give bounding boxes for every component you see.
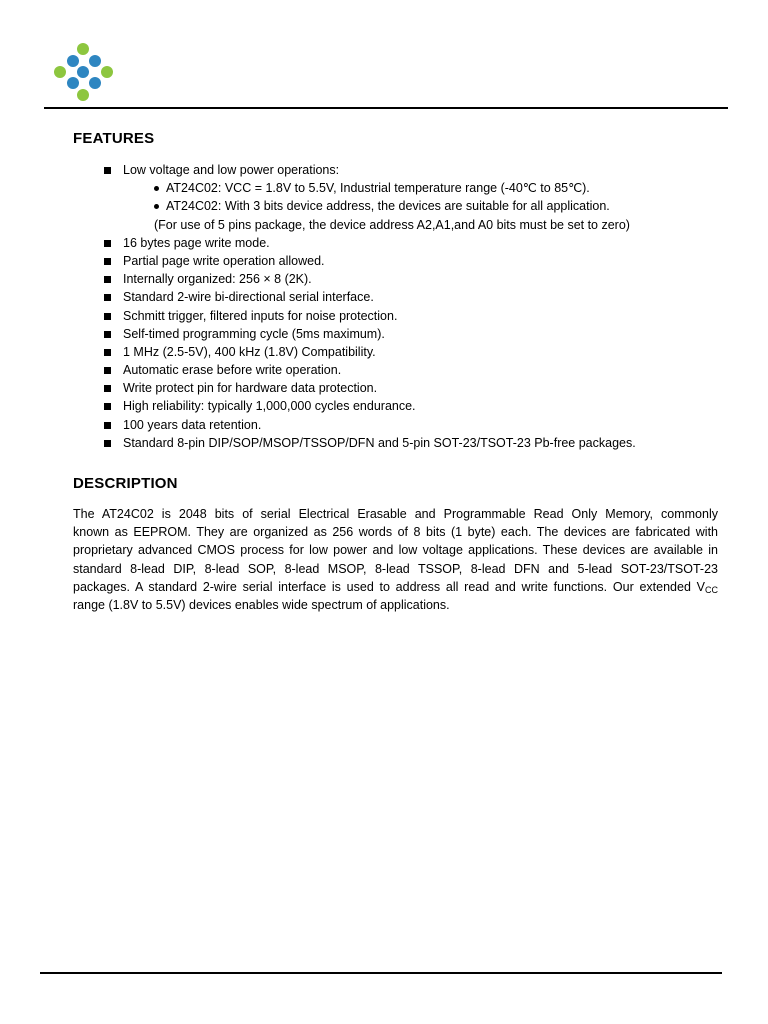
square-bullet-icon [104,167,111,174]
square-bullet-icon [104,385,111,392]
square-bullet-icon [104,294,111,301]
description-heading: DESCRIPTION [73,475,178,492]
list-item: Write protect pin for hardware data protection. [0,379,768,397]
list-item: Schmitt trigger, filtered inputs for noise protection. [0,307,768,325]
list-item: Low voltage and low power operations: [0,161,768,179]
square-bullet-icon [104,276,111,283]
list-item: 1 MHz (2.5-5V), 400 kHz (1.8V) Compatibility. [0,343,768,361]
list-item: Partial page write operation allowed. [0,252,768,270]
header-rule [44,107,728,109]
square-bullet-icon [104,313,111,320]
description-line: The AT24C02 is 2048 bits of serial Electrical Erasable and Programmable Read Only Memory, commonly [73,507,718,521]
description-paragraph [73,505,718,614]
square-bullet-icon [104,240,111,247]
description-line: standard 8-lead DIP, 8-lead SOP, 8-lead MSOP, 8-lead TSSOP, 8-lead DFN and 5-lead SOT-23/TSOT-23 [73,561,718,576]
description-line: known as EEPROM. They are organized as 256 words of 8 bits (1 byte) each. The devices are fabricated with [73,525,718,540]
features-heading: FEATURES [73,130,155,147]
sub-list-item: AT24C02: VCC = 1.8V to 5.5V, Industrial temperature range (-40℃ to 85℃). [0,179,768,197]
description-line: proprietary advanced CMOS process for low power and low voltage applications. These devices are available in [73,543,718,558]
features-list [0,161,768,452]
list-item: 16 bytes page write mode. [0,234,768,252]
sub-list-item: AT24C02: With 3 bits device address, the devices are suitable for all application. [0,197,768,215]
round-bullet-icon [154,186,159,191]
company-logo [52,42,116,102]
square-bullet-icon [104,403,111,410]
square-bullet-icon [104,367,111,374]
description-line: packages. A standard 2-wire serial interface is used to address all read and write functions. Our extended $V_{CC}$ [73,579,718,595]
list-item: 100 years data retention. [0,416,768,434]
vcc-subscript: CC [705,584,718,595]
list-item: Standard 8-pin DIP/SOP/MSOP/TSSOP/DFN and 5-pin SOT-23/TSOT-23 Pb-free packages. [0,434,768,452]
list-item: Internally organized: 256 × 8 (2K). [0,270,768,288]
list-item: High reliability: typically 1,000,000 cycles endurance. [0,397,768,415]
list-item: Automatic erase before write operation. [0,361,768,379]
square-bullet-icon [104,440,111,447]
round-bullet-icon [154,204,159,209]
list-item: Standard 2-wire bi-directional serial interface. [0,288,768,306]
footer-rule [40,972,722,974]
square-bullet-icon [104,349,111,356]
square-bullet-icon [104,422,111,429]
list-item: Self-timed programming cycle (5ms maximum). [0,325,768,343]
sub-list-note: (For use of 5 pins package, the device address A2,A1,and A0 bits must be set to zero) [154,217,630,232]
square-bullet-icon [104,258,111,265]
description-line: range (1.8V to 5.5V) devices enables wide spectrum of applications. [73,598,450,613]
square-bullet-icon [104,331,111,338]
